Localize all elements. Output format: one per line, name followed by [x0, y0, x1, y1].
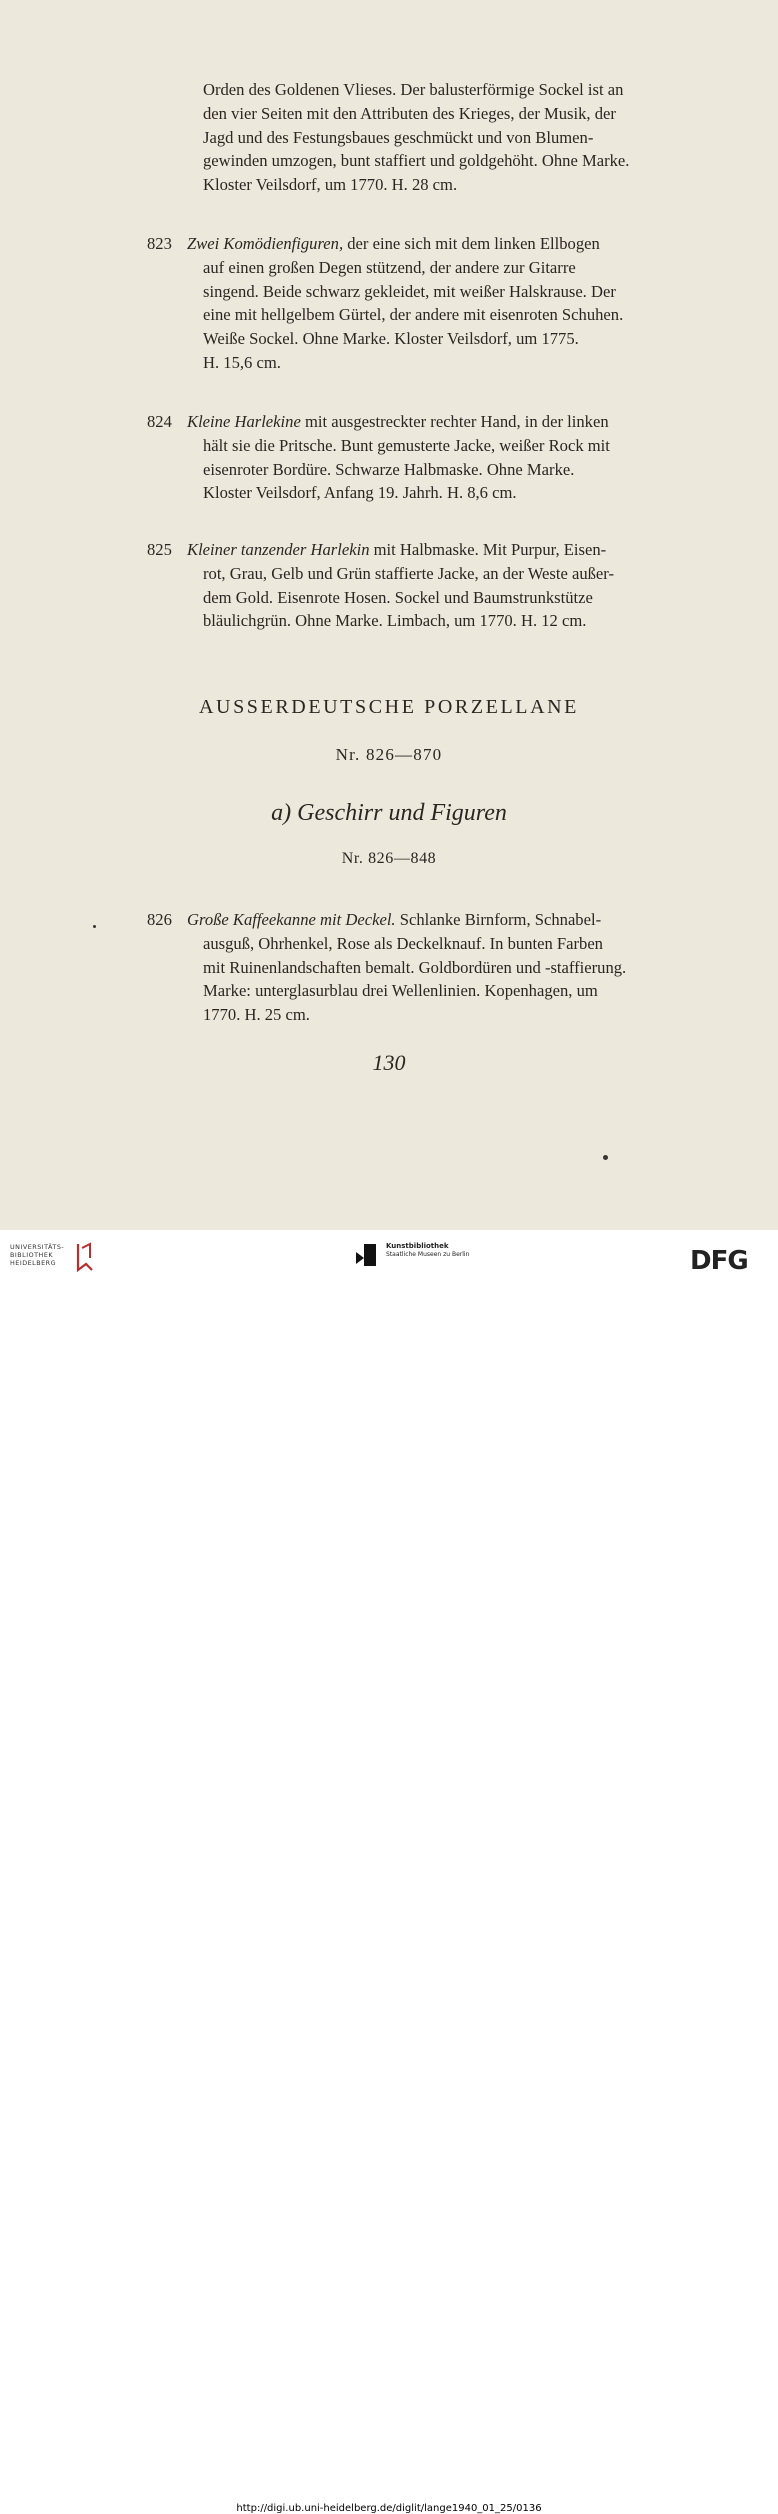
- speck: [93, 925, 96, 928]
- entry-number: 826: [147, 910, 172, 929]
- entry-text: der eine sich mit dem linken Ellbogen: [343, 234, 600, 253]
- library-name: [10, 1243, 64, 1267]
- text-line: singend. Beide schwarz gekleidet, mit weißer Halskrause. Der: [203, 281, 616, 301]
- text-line: Kloster Veilsdorf, um 1770. H. 28 cm.: [203, 175, 458, 195]
- text-line: den vier Seiten mit den Attributen des Krieges, der Musik, der: [203, 103, 616, 123]
- text-line: H. 15,6 cm.: [203, 352, 281, 372]
- text-line: hält sie die Pritsche. Bunt gemusterte Jacke, weißer Rock mit: [203, 435, 610, 455]
- entry-number: 823: [147, 234, 172, 253]
- entry-title: Zwei Komödienfiguren,: [187, 234, 344, 253]
- text-line: Marke: unterglasurblau drei Wellenlinien. Kopenhagen, um: [203, 981, 598, 1001]
- text-line: 1770. H. 25 cm.: [203, 1005, 310, 1025]
- entry-first-line: [147, 908, 707, 932]
- section-title: AUSSERDEUTSCHE PORZELLANE: [198, 696, 579, 718]
- text-line: dem Gold. Eisenrote Hosen. Sockel und Baumstrunkstütze: [203, 587, 593, 607]
- text-line: bläulichgrün. Ohne Marke. Limbach, um 1770. H. 12 cm.: [203, 611, 587, 631]
- entry-text: Schlanke Birnform, Schnabel-: [395, 910, 602, 929]
- text-line: Kloster Veilsdorf, Anfang 19. Jahrh. H. 8,6 cm.: [203, 483, 517, 503]
- scanned-page: [0, 0, 778, 1230]
- kunstbibliothek-logo-icon: [356, 1244, 378, 1266]
- text-line: mit Ruinenlandschaften bemalt. Goldbordüren und -staffierung.: [203, 957, 627, 977]
- text-line: Orden des Goldenen Vlieses. Der balusterförmige Sockel ist an: [203, 80, 624, 99]
- entry-822-continuation: [147, 78, 707, 197]
- text-line: ausguß, Ohrhenkel, Rose als Deckelknauf. In bunten Farben: [203, 933, 603, 953]
- text-line: Weiße Sockel. Ohne Marke. Kloster Veilsdorf, um 1775.: [203, 329, 579, 349]
- source-url[interactable]: http://digi.ub.uni-heidelberg.de/diglit/lange1940_01_25/0136: [236, 2503, 542, 2514]
- entry-number: 824: [147, 412, 172, 431]
- subsection-title: a) Geschirr und Figuren: [271, 800, 507, 826]
- entry-title: Kleiner tanzender Harlekin: [187, 540, 370, 559]
- text-line: auf einen großen Degen stützend, der andere zur Gitarre: [203, 257, 576, 277]
- kb-name: Kunstbibliothek: [386, 1242, 449, 1250]
- entry-first-line: [147, 410, 707, 434]
- entry-first-line: [147, 538, 707, 562]
- entry-824: [147, 410, 707, 505]
- subsection-range: Nr. 826—848: [341, 850, 437, 867]
- entry-title: Kleine Harlekine: [187, 412, 301, 431]
- page-number: 130: [372, 1050, 406, 1075]
- speck: [603, 1155, 608, 1160]
- text-line: eine mit hellgelbem Gürtel, der andere mit eisenroten Schuhen.: [203, 305, 624, 325]
- text-line: rot, Grau, Gelb und Grün staffierte Jacke, an der Weste außer-: [203, 563, 615, 583]
- kunstbibliothek-label: [386, 1241, 469, 1259]
- entry-823: [147, 232, 707, 375]
- entry-first-line: [147, 232, 707, 256]
- entry-text: mit Halbmaske. Mit Purpur, Eisen-: [369, 540, 607, 559]
- text-line: Jagd und des Festungsbaues geschmückt und von Blumen-: [203, 127, 594, 147]
- footer-bar: [0, 1230, 778, 2514]
- entry-title: Große Kaffeekanne mit Deckel.: [187, 910, 396, 929]
- kb-subtitle: Staatliche Museen zu Berlin: [386, 1251, 470, 1258]
- entry-825: [147, 538, 707, 633]
- section-range: Nr. 826—870: [335, 745, 443, 764]
- entry-number: 825: [147, 540, 172, 559]
- ub-heidelberg-logo-icon: [74, 1242, 96, 1272]
- library-name-line: HEIDELBERG: [10, 1259, 57, 1267]
- entry-826: [147, 908, 707, 1027]
- text-line: gewinden umzogen, bunt staffiert und goldgehöht. Ohne Marke.: [203, 151, 630, 171]
- text-line: eisenroter Bordüre. Schwarze Halbmaske. Ohne Marke.: [203, 459, 575, 479]
- library-name-line: UNIVERSITÄTS-: [10, 1243, 65, 1251]
- entry-text: mit ausgestreckter rechter Hand, in der linken: [300, 412, 609, 431]
- dfg-logo: DFG: [690, 1246, 748, 1276]
- library-name-line: BIBLIOTHEK: [10, 1251, 54, 1259]
